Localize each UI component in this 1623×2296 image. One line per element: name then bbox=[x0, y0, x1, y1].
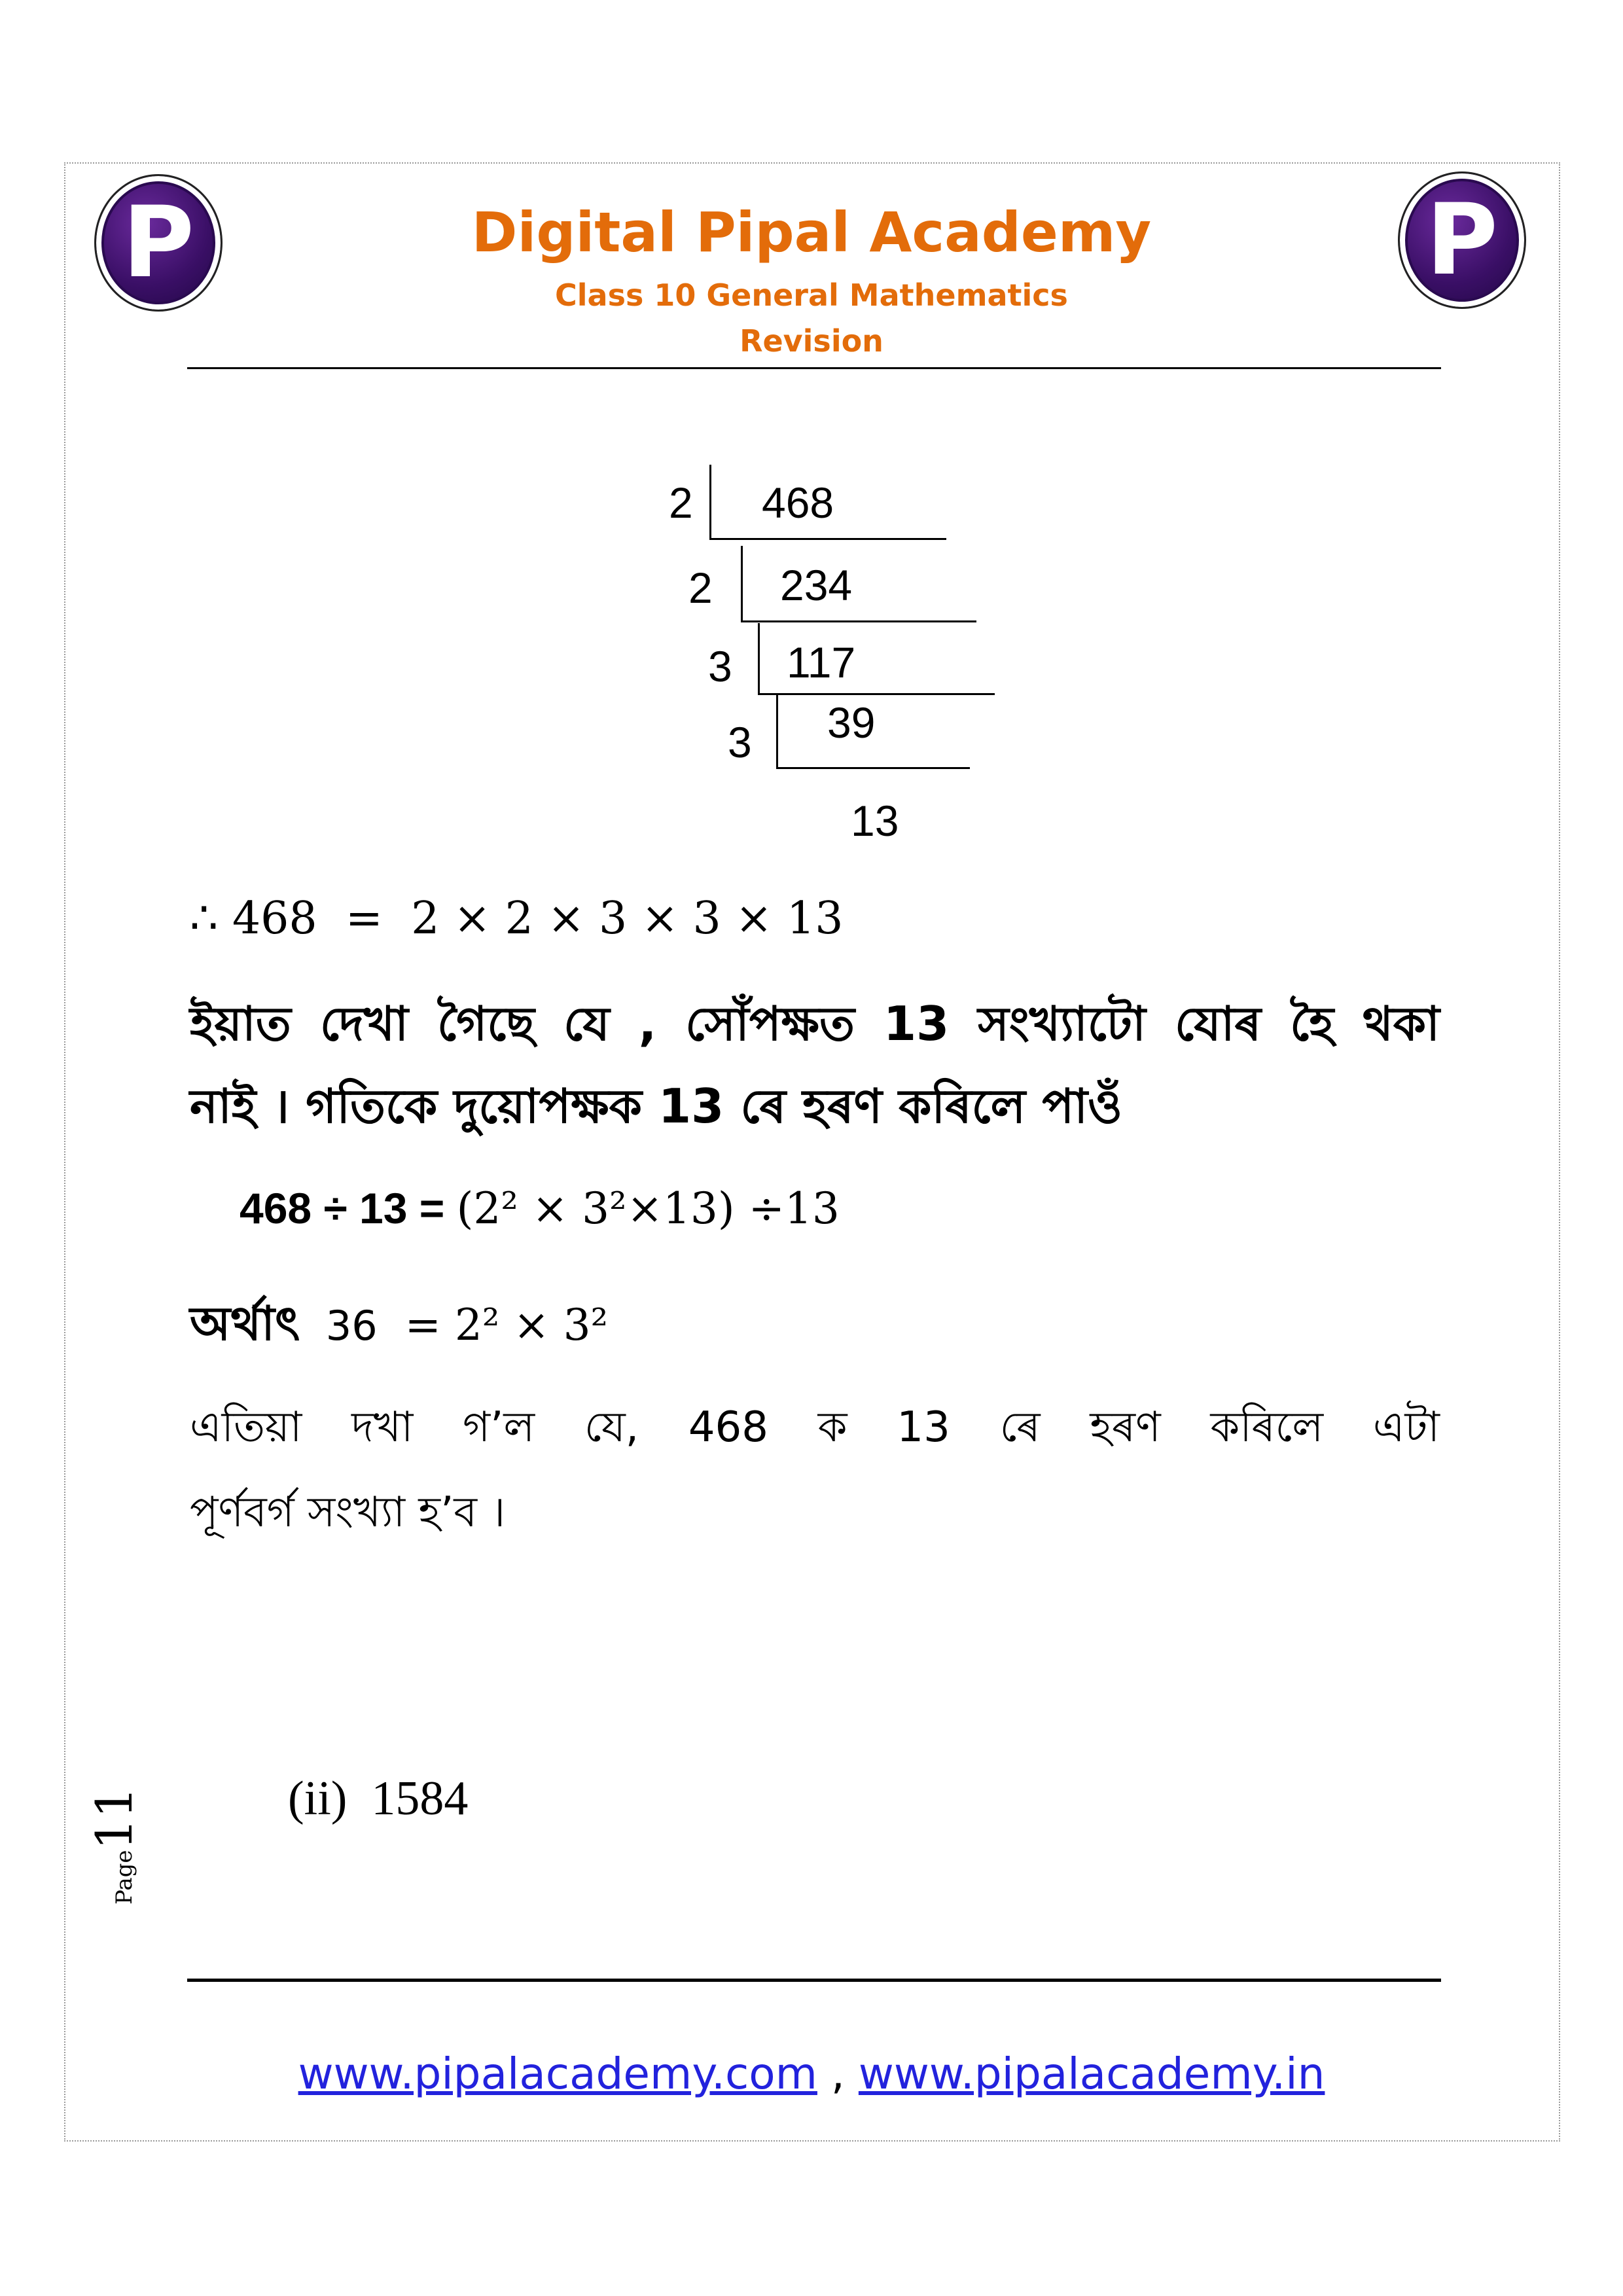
page-number bbox=[85, 1787, 143, 1905]
website-link-com[interactable]: www.pipalacademy.com bbox=[298, 2049, 817, 2099]
division-rule bbox=[741, 620, 976, 622]
footer-divider bbox=[187, 1979, 1441, 1982]
dividend: 468 bbox=[762, 478, 834, 527]
division-bar bbox=[741, 546, 743, 622]
equation-left: 468 ÷ 13 = bbox=[240, 1184, 457, 1232]
website-link-in[interactable]: www.pipalacademy.in bbox=[858, 2049, 1325, 2099]
division-bar bbox=[776, 695, 778, 768]
arthat-line bbox=[190, 1288, 608, 1367]
division-equation bbox=[240, 1183, 840, 1234]
explanation-line-1: ইয়াত দেখা গৈছে যে , সোঁপক্ষত 13 সংখ্যাটো যোৰ হৈ থকা bbox=[190, 996, 1440, 1051]
division-rule bbox=[709, 538, 946, 540]
page-border bbox=[64, 162, 1560, 2142]
header-divider bbox=[187, 367, 1441, 369]
division-rule bbox=[758, 693, 995, 695]
division-bar bbox=[709, 465, 711, 539]
divisor: 3 bbox=[708, 642, 732, 691]
next-question: (ii) 1584 bbox=[288, 1772, 469, 1825]
arthat-rhs: = 2² × 3² bbox=[404, 1300, 609, 1350]
divisor: 3 bbox=[728, 718, 752, 766]
link-separator: , bbox=[817, 2049, 859, 2099]
explanation-line-2: নাই । গতিকে দুয়োপক্ষক 13 ৰে হৰণ কৰিলে পাওঁ bbox=[190, 1079, 1123, 1134]
conclusion-line-2: পূৰ্ণবৰ্গ সংখ্যা হ’ব । bbox=[190, 1488, 506, 1537]
dividend: 39 bbox=[827, 698, 876, 747]
page-number-value: 11 bbox=[85, 1786, 143, 1850]
dividend: 117 bbox=[787, 638, 856, 687]
page-subtitle: Class 10 General Mathematics bbox=[555, 278, 1068, 313]
section-label: Revision bbox=[740, 323, 883, 359]
factorization-result: ∴ 468 = 2 × 2 × 3 × 3 × 13 bbox=[190, 893, 844, 944]
logo-letter: P bbox=[1426, 183, 1498, 297]
dividend: 234 bbox=[780, 561, 853, 609]
logo-letter: P bbox=[122, 186, 194, 300]
divisor: 2 bbox=[688, 564, 713, 612]
division-rule bbox=[776, 767, 970, 769]
divisor: 2 bbox=[669, 478, 693, 527]
page-title: Digital Pipal Academy bbox=[471, 200, 1152, 264]
page-label: Page bbox=[111, 1850, 137, 1905]
equation-right: (2² × 3²×13) ÷13 bbox=[456, 1183, 840, 1234]
conclusion-line-1: এতিয়া দখা গ’ল যে, 468 ক 13 ৰে হৰণ কৰিলে এটা bbox=[190, 1403, 1440, 1452]
arthat-value: 36 bbox=[325, 1302, 378, 1350]
footer-links bbox=[0, 2049, 1623, 2099]
quotient: 13 bbox=[851, 797, 899, 845]
division-bar bbox=[758, 623, 760, 695]
arthat-word: অৰ্থাৎ bbox=[190, 1296, 300, 1351]
